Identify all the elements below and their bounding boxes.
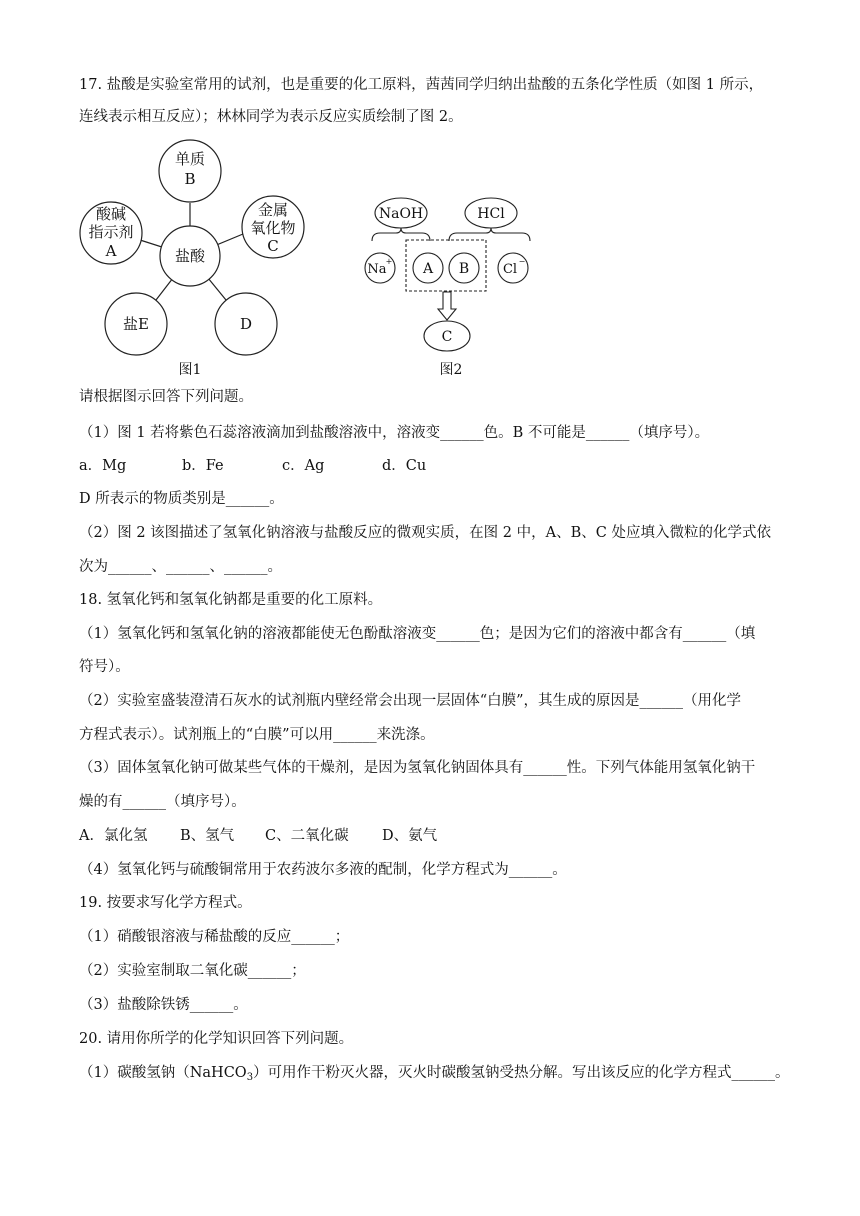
q20-part1-subscript: 3 xyxy=(246,1072,254,1083)
q20-part1 xyxy=(79,1063,790,1088)
q17-prompt: 请根据图示回答下列问题。 xyxy=(79,389,253,405)
fig1-right-label-1: 金属 xyxy=(257,201,289,219)
fig1-right-label-3: C xyxy=(267,237,279,255)
q19-title: 19. 按要求写化学方程式。 xyxy=(79,895,252,911)
q17-intro-line1: 17. 盐酸是实验室常用的试剂，也是重要的化工原料，茜茜同学归纳出盐酸的五条化学性质（如图 1 所示， xyxy=(79,77,764,93)
fig1-bottom-left-label: 盐E xyxy=(123,315,149,333)
q18-option-a: A．氯化氢 xyxy=(79,828,148,844)
fig1-right-label-2: 氧化物 xyxy=(250,219,296,237)
fig1-bottom-right-label: D xyxy=(239,315,253,333)
q17-part1b: D 所表示的物质类别是______。 xyxy=(79,491,284,507)
q18-part4: （4）氢氧化钙与硫酸铜常用于农药波尔多液的配制，化学方程式为______。 xyxy=(79,862,567,878)
fig2-c-label: C xyxy=(441,329,453,345)
fig2-na-label: Na xyxy=(367,262,387,277)
q19-part3: （3）盐酸除铁锈______。 xyxy=(79,997,248,1013)
fig1-left-label-2: 指示剂 xyxy=(88,223,134,241)
q18-part1-line1: （1）氢氧化钙和氢氧化钠的溶液都能使无色酚酞溶液变______色；是因为它们的溶液中都含有______（填 xyxy=(79,626,756,642)
fig2-arrow xyxy=(438,292,456,320)
q17-option-d: d．Cu xyxy=(382,458,427,474)
fig2-a-label: A xyxy=(422,261,434,277)
q18-part3-line1: （3）固体氢氧化钠可做某些气体的干燥剂，是因为氢氧化钠固体具有______性。下列气体能用氢氧化钠干 xyxy=(79,760,756,776)
fig2-naoh-brace xyxy=(372,228,430,241)
q18-option-b: B、氢气 xyxy=(180,828,235,844)
q17-part2-line1: （2）图 2 该图描述了氢氧化钠溶液与盐酸反应的微观实质，在图 2 中，A、B、C 处应填入微粒的化学式依 xyxy=(79,525,771,541)
q18-part2-line1: （2）实验室盛装澄清石灰水的试剂瓶内壁经常会出现一层固体“白膜”，其生成的原因是______（用化学 xyxy=(79,693,742,709)
fig2-b-label: B xyxy=(458,261,470,277)
q17-part1: （1）图 1 若将紫色石蕊溶液滴加到盐酸溶液中，溶液变______色。B 不可能是______（填序号）。 xyxy=(79,425,710,441)
q18-part3-line2: 燥的有______（填序号）。 xyxy=(79,794,246,810)
q17-intro-line2: 连线表示相互反应）；林林同学为表示反应实质绘制了图 2。 xyxy=(79,109,463,125)
fig1-top-label-2: B xyxy=(184,170,196,188)
fig2-cl-charge: − xyxy=(518,257,526,266)
q18-part1-line2: 符号）。 xyxy=(79,659,130,675)
q18-option-d: D、氨气 xyxy=(382,828,438,844)
fig2-hcl-label: HCl xyxy=(477,206,505,222)
fig2-hcl-brace xyxy=(449,228,530,241)
q17-option-a: a．Mg xyxy=(79,458,127,474)
fig1-left-label-1: 酸碱 xyxy=(95,205,127,223)
q18-option-c: C、二氧化碳 xyxy=(265,828,349,844)
q19-part2: （2）实验室制取二氧化碳______； xyxy=(79,963,306,979)
q17-option-c: c．Ag xyxy=(282,458,325,474)
fig1-center-label: 盐酸 xyxy=(174,247,206,265)
q19-part1: （1）硝酸银溶液与稀盐酸的反应______； xyxy=(79,929,350,945)
fig1-caption: 图1 xyxy=(178,362,202,378)
fig1-top-label-1: 单质 xyxy=(174,150,206,168)
fig2-caption: 图2 xyxy=(439,362,463,378)
fig1-left-label-3: A xyxy=(105,242,117,260)
q18-part2-line2: 方程式表示）。试剂瓶上的“白膜”可以用______来洗涤。 xyxy=(79,727,435,743)
q20-part1-post: ）可用作干粉灭火器，灭火时碳酸氢钠受热分解。写出该反应的化学方程式______。 xyxy=(253,1065,790,1081)
fig2-na-charge: + xyxy=(385,257,393,266)
q20-title: 20. 请用你所学的化学知识回答下列问题。 xyxy=(79,1031,354,1047)
q18-title: 18. 氢氧化钙和氢氧化钠都是重要的化工原料。 xyxy=(79,592,383,608)
fig2-naoh-label: NaOH xyxy=(378,206,424,222)
q17-part2-line2: 次为______、______、______。 xyxy=(79,559,282,575)
q20-part1-pre: （1）碳酸氢钠（NaHCO xyxy=(79,1065,247,1081)
q17-option-b: b．Fe xyxy=(182,458,224,474)
fig2-cl-label: Cl xyxy=(502,262,518,277)
